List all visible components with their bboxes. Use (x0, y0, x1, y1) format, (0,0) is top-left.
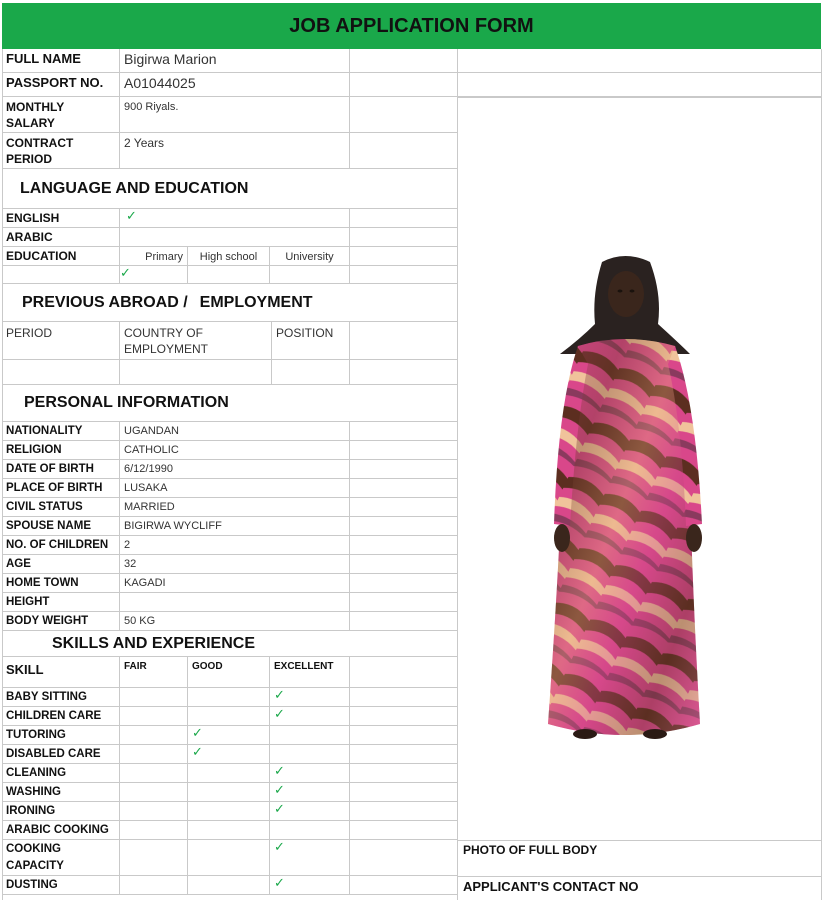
skill-good-cell (188, 764, 270, 783)
personal-info-label: PLACE OF BIRTH (2, 479, 120, 498)
skill-fair-cell (120, 783, 188, 802)
education-university: University (270, 247, 350, 266)
skill-label-line: CAPACITY (6, 860, 64, 872)
skill-label (2, 745, 120, 764)
skill-fair-cell (120, 840, 188, 876)
empty-cell (350, 360, 458, 385)
skill-good-cell (188, 783, 270, 802)
personal-info-value: 50 KG (120, 612, 350, 631)
skill-good-cell (188, 821, 270, 840)
empty-cell (350, 593, 458, 612)
personal-info-value: CATHOLIC (120, 441, 350, 460)
skill-label-line: DUSTING (6, 879, 58, 891)
skill-label (2, 840, 120, 876)
empty-cell (350, 574, 458, 593)
skill-fair-cell (120, 764, 188, 783)
empty-cell (350, 612, 458, 631)
skill-label (2, 876, 120, 895)
empty-cell (350, 764, 458, 783)
arabic-value (120, 228, 350, 247)
personal-info-label: BODY WEIGHT (2, 612, 120, 631)
skill-label (2, 802, 120, 821)
photo-top-border (458, 97, 822, 98)
skill-fair-cell (120, 745, 188, 764)
empty-cell (270, 266, 350, 284)
skill-excellent-cell: ✓ (270, 783, 350, 802)
empty-cell (350, 783, 458, 802)
skill-label-line: DISABLED CARE (6, 748, 101, 760)
skill-column-header: SKILL (2, 657, 120, 688)
passport-label: PASSPORT NO. (2, 73, 120, 97)
empty-cell (350, 97, 458, 133)
abroad-heading-part2: EMPLOYMENT (199, 293, 313, 311)
skill-excellent-cell: ✓ (270, 707, 350, 726)
empty-cell (350, 802, 458, 821)
empty-cell (350, 441, 458, 460)
personal-info-value: 2 (120, 536, 350, 555)
personal-info-value: UGANDAN (120, 422, 350, 441)
contract-label-line1: CONTRACT (6, 136, 74, 150)
full-name-value: Bigirwa Marion (120, 49, 350, 73)
empty-cell (350, 228, 458, 247)
personal-info-value: MARRIED (120, 498, 350, 517)
english-check: ✓ (120, 209, 350, 228)
empty-cell (458, 49, 822, 73)
skill-label (2, 764, 120, 783)
skill-label (2, 688, 120, 707)
skill-good-cell (188, 840, 270, 876)
empty-cell (350, 209, 458, 228)
skill-good-cell (188, 707, 270, 726)
salary-value: 900 Riyals. (120, 97, 350, 133)
language-section-heading: LANGUAGE AND EDUCATION (2, 169, 458, 209)
skill-fair-cell (120, 876, 188, 895)
skills-heading: SKILLS AND EXPERIENCE (2, 631, 458, 657)
empty-cell (350, 726, 458, 745)
skill-label-line: BABY SITTING (6, 691, 87, 703)
personal-info-label: RELIGION (2, 441, 120, 460)
abroad-section-heading (2, 284, 458, 322)
arabic-label: ARABIC (2, 228, 120, 247)
empty-cell (350, 536, 458, 555)
empty-cell (350, 460, 458, 479)
excellent-column-header: EXCELLENT (270, 657, 350, 688)
period-label: PERIOD (2, 322, 120, 360)
personal-info-heading: PERSONAL INFORMATION (2, 385, 458, 422)
personal-info-label: SPOUSE NAME (2, 517, 120, 536)
empty-cell (350, 133, 458, 169)
education-primary-check: ✓ (120, 266, 188, 284)
skill-label (2, 726, 120, 745)
empty-cell (350, 498, 458, 517)
empty-cell (2, 360, 120, 385)
empty-cell (272, 360, 350, 385)
empty-cell (350, 322, 458, 360)
personal-info-label: HOME TOWN (2, 574, 120, 593)
personal-info-value: BIGIRWA WYCLIFF (120, 517, 350, 536)
english-label: ENGLISH (2, 209, 120, 228)
empty-cell (350, 555, 458, 574)
good-column-header: GOOD (188, 657, 270, 688)
salary-label (2, 97, 120, 133)
applicant-full-body-photo (540, 254, 710, 742)
skill-good-cell (188, 802, 270, 821)
country-label (120, 322, 272, 360)
empty-cell (350, 707, 458, 726)
country-label-line1: COUNTRY OF (124, 326, 203, 340)
personal-info-label: NO. OF CHILDREN (2, 536, 120, 555)
position-label: POSITION (272, 322, 350, 360)
skill-excellent-cell (270, 821, 350, 840)
empty-cell (2, 266, 120, 284)
empty-cell (350, 73, 458, 97)
photo-label: PHOTO OF FULL BODY (463, 843, 598, 857)
skill-label (2, 707, 120, 726)
empty-cell (458, 73, 822, 97)
skill-good-cell (188, 876, 270, 895)
education-primary: Primary (120, 247, 188, 266)
empty-cell (350, 422, 458, 441)
skill-label-line: CLEANING (6, 767, 67, 779)
personal-info-value: 32 (120, 555, 350, 574)
contract-label (2, 133, 120, 169)
skill-good-cell (188, 688, 270, 707)
photo-label-border (458, 840, 822, 841)
personal-info-label: CIVIL STATUS (2, 498, 120, 517)
skill-excellent-cell: ✓ (270, 764, 350, 783)
education-high-school: High school (188, 247, 270, 266)
empty-cell (188, 266, 270, 284)
empty-cell (350, 479, 458, 498)
skill-fair-cell (120, 707, 188, 726)
skill-label-line: CHILDREN CARE (6, 710, 102, 722)
skill-excellent-cell (270, 726, 350, 745)
skill-label-line: ARABIC COOKING (6, 824, 109, 836)
contract-label-line2: PERIOD (6, 152, 53, 166)
personal-info-value (120, 593, 350, 612)
contact-border (458, 876, 822, 877)
empty-cell (350, 745, 458, 764)
country-label-line2: EMPLOYMENT (124, 342, 209, 356)
skill-label (2, 821, 120, 840)
empty-cell (350, 876, 458, 895)
salary-label-line1: MONTHLY (6, 100, 65, 114)
personal-info-label: NATIONALITY (2, 422, 120, 441)
skill-good-cell: ✓ (188, 745, 270, 764)
skill-label-line: WASHING (6, 786, 61, 798)
empty-cell (120, 360, 272, 385)
empty-cell (350, 688, 458, 707)
personal-info-value: KAGADI (120, 574, 350, 593)
skill-fair-cell (120, 821, 188, 840)
empty-cell (350, 840, 458, 876)
skill-fair-cell (120, 688, 188, 707)
grid-right-border (821, 49, 822, 900)
empty-cell (350, 517, 458, 536)
skill-fair-cell (120, 726, 188, 745)
skill-label-line: TUTORING (6, 729, 66, 741)
personal-info-value: LUSAKA (120, 479, 350, 498)
personal-info-label: HEIGHT (2, 593, 120, 612)
empty-cell (350, 49, 458, 73)
skill-fair-cell (120, 802, 188, 821)
full-name-label: FULL NAME (2, 49, 120, 73)
abroad-heading-part1: PREVIOUS ABROAD / (22, 293, 188, 311)
skill-excellent-cell: ✓ (270, 840, 350, 876)
education-label: EDUCATION (2, 247, 120, 266)
skill-excellent-cell: ✓ (270, 688, 350, 707)
personal-info-label: AGE (2, 555, 120, 574)
skill-label-line: COOKING (6, 843, 61, 855)
fair-column-header: FAIR (120, 657, 188, 688)
skill-excellent-cell (270, 745, 350, 764)
personal-info-label: DATE OF BIRTH (2, 460, 120, 479)
skill-good-cell: ✓ (188, 726, 270, 745)
personal-info-value: 6/12/1990 (120, 460, 350, 479)
skill-excellent-cell: ✓ (270, 802, 350, 821)
empty-cell (350, 821, 458, 840)
skill-label-line: IRONING (6, 805, 56, 817)
contact-label: APPLICANT'S CONTACT NO (463, 879, 639, 894)
empty-cell (350, 247, 458, 266)
contract-value: 2 Years (120, 133, 350, 169)
empty-cell (350, 266, 458, 284)
skill-label (2, 783, 120, 802)
empty-cell (350, 657, 458, 688)
form-title: JOB APPLICATION FORM (2, 3, 821, 49)
passport-value: A01044025 (120, 73, 350, 97)
salary-label-line2: SALARY (6, 116, 55, 130)
skill-excellent-cell: ✓ (270, 876, 350, 895)
